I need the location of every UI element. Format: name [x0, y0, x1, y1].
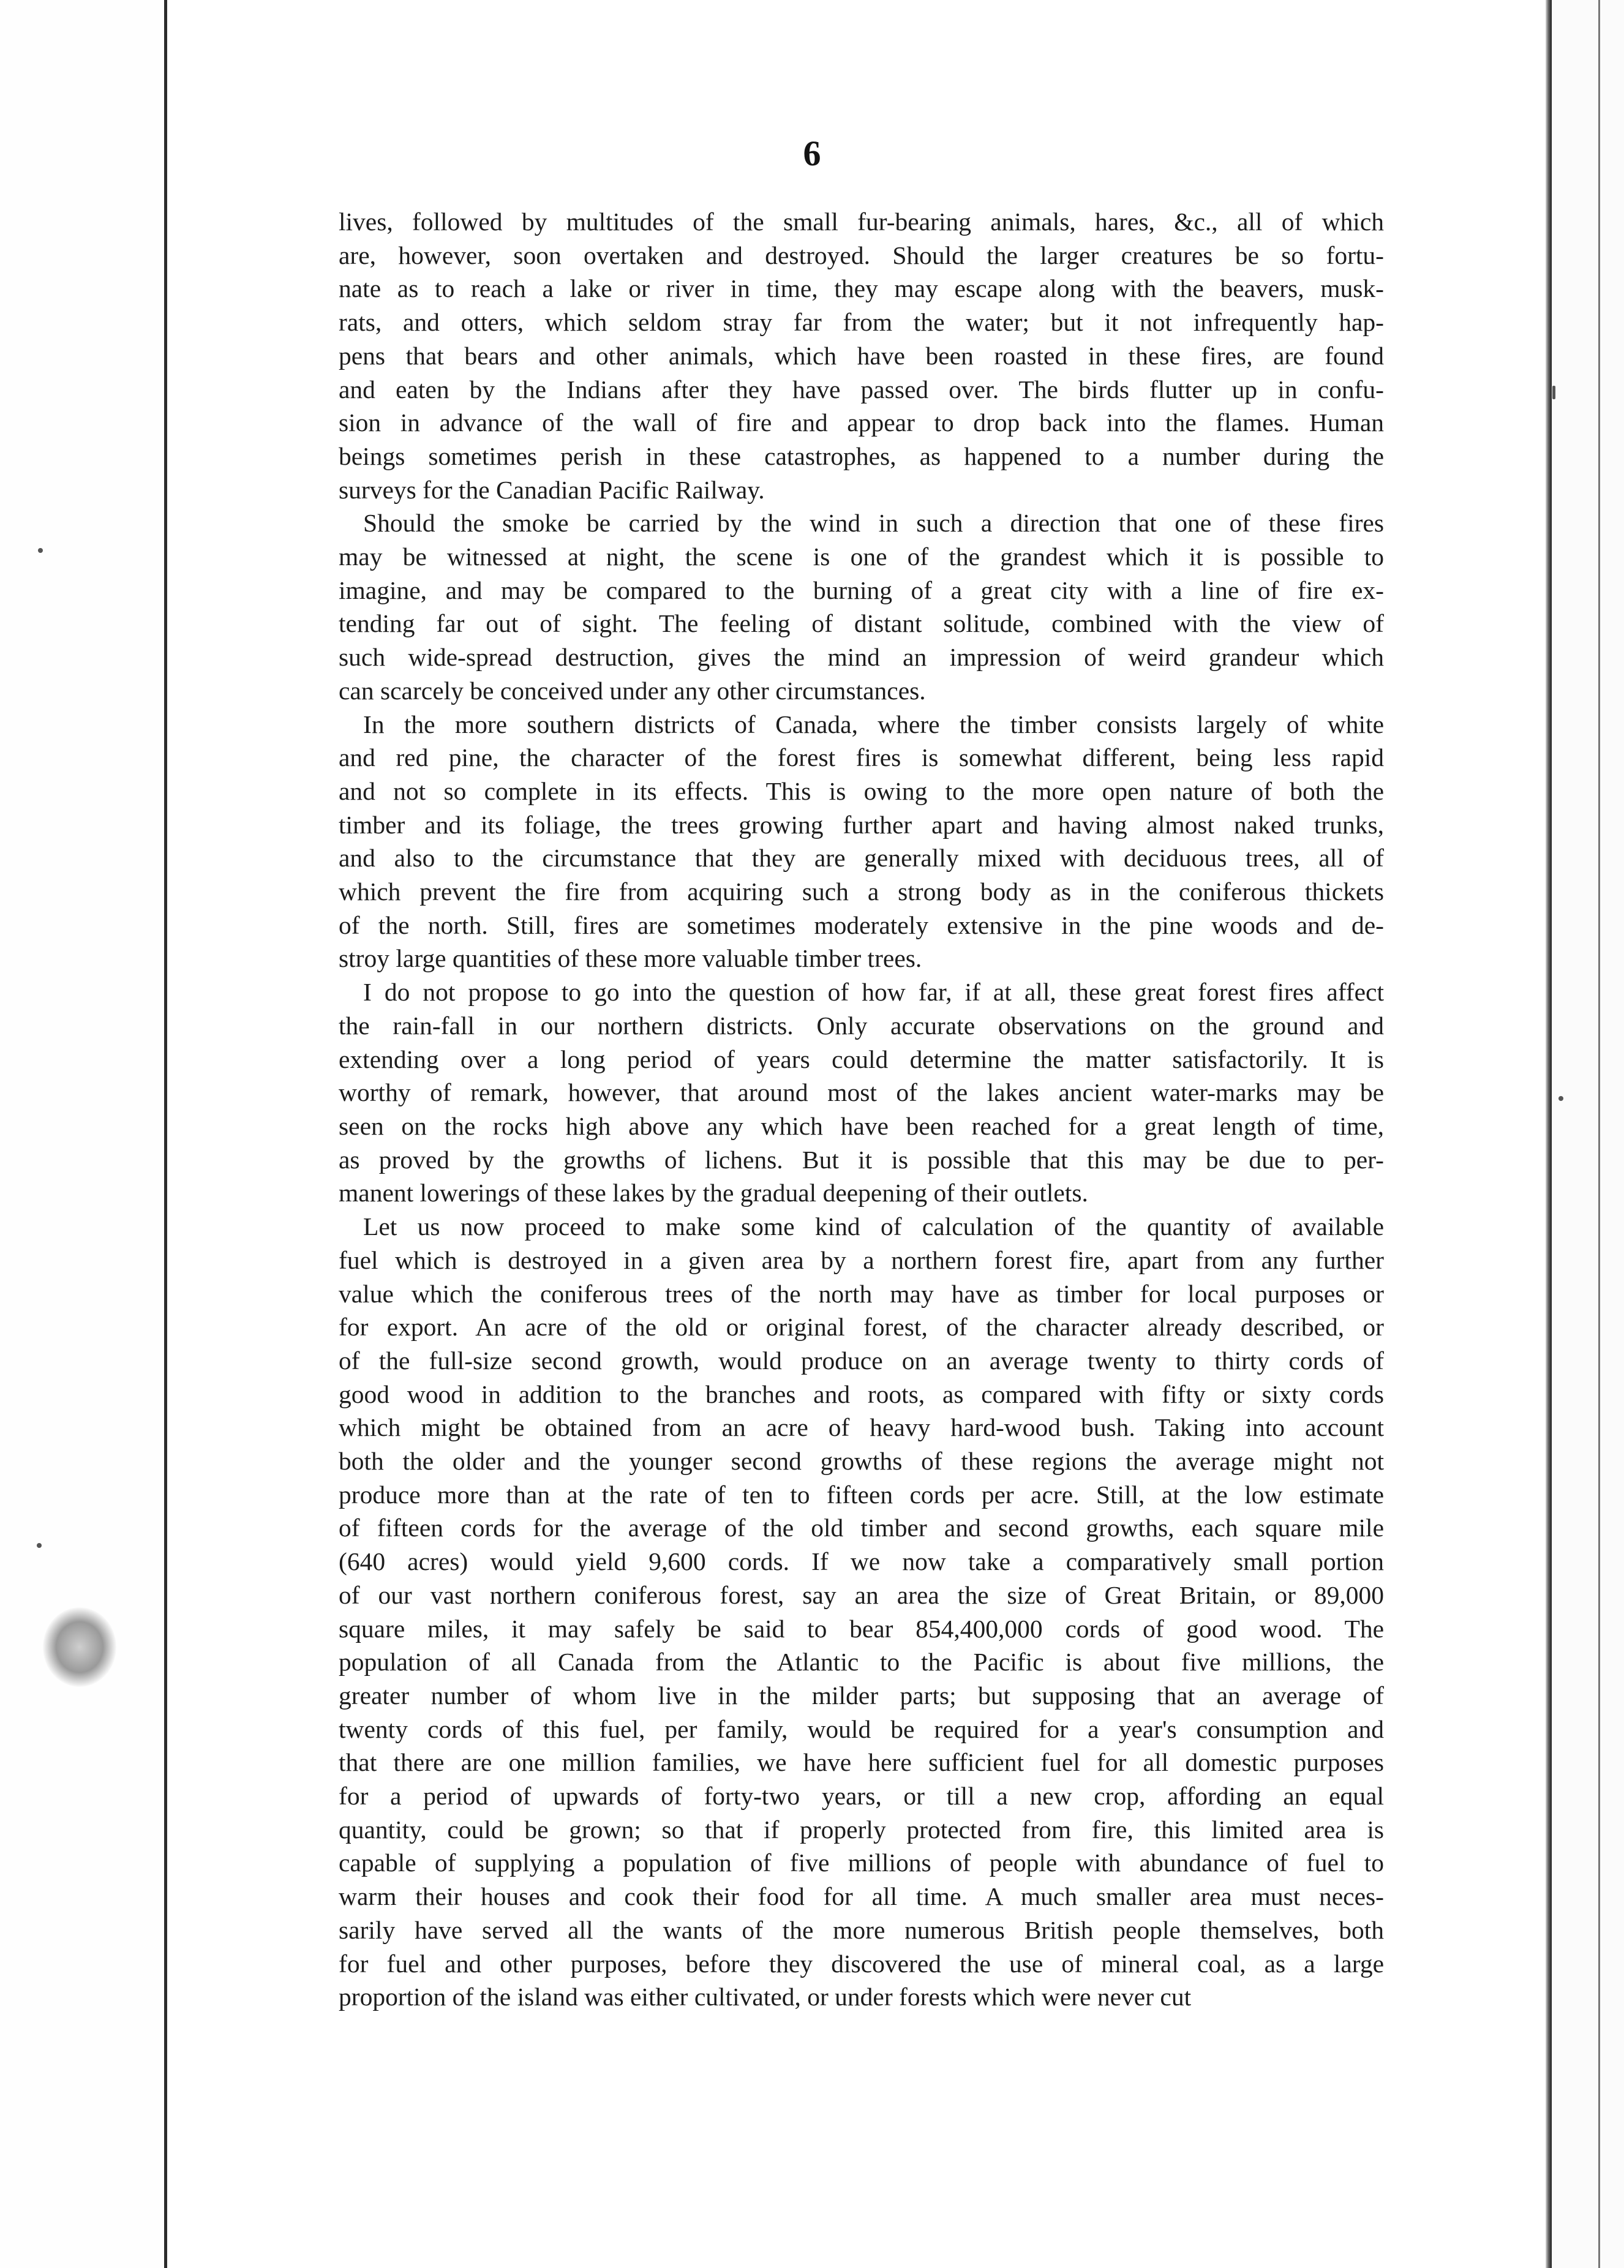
scan-speck — [37, 1543, 42, 1548]
text-line: Should the smoke be carried by the wind in such a direction that one of these fires — [363, 509, 1384, 538]
text-line: nate as to reach a lake or river in time, they may escape along with the beavers, musk- — [339, 274, 1384, 303]
text-line: quantity, could be grown; so that if properly protected from fire, this limited area is — [339, 1815, 1384, 1844]
paragraph — [339, 506, 1384, 707]
text-line: and not so complete in its effects. This is owing to the more open nature of both the — [339, 776, 1384, 805]
scan-right-line — [1598, 0, 1600, 2268]
text-line: good wood in addition to the branches and roots, as compared with fifty or sixty cords — [339, 1380, 1384, 1408]
scan-speck — [1558, 1096, 1563, 1101]
page-right-edge — [1546, 0, 1552, 2268]
body-text — [339, 205, 1384, 2014]
scan-speck — [1552, 386, 1555, 399]
text-line: twenty cords of this fuel, per family, would be required for a year's consumption and — [339, 1714, 1384, 1743]
text-line: surveys for the Canadian Pacific Railway. — [339, 475, 765, 504]
scan-left-margin — [0, 0, 164, 2268]
text-line: In the more southern districts of Canada, where the timber consists largely of white — [363, 710, 1384, 738]
text-line: manent lowerings of these lakes by the gradual deepening of their outlets. — [339, 1179, 1088, 1207]
scan-blot — [43, 1607, 116, 1687]
text-line: for a period of upwards of forty-two years, or till a new crop, affording an equal — [339, 1782, 1384, 1811]
text-line: rats, and otters, which seldom stray far from the water; but it not infrequently hap- — [339, 308, 1384, 337]
page-number: 6 — [803, 133, 821, 173]
text-line: value which the coniferous trees of the north may have as timber for local purposes or — [339, 1279, 1384, 1308]
text-line: warm their houses and cook their food for all time. A much smaller area must neces- — [339, 1882, 1384, 1911]
text-line: I do not propose to go into the question of how far, if at all, these great forest fires affect — [363, 978, 1384, 1007]
text-line: square miles, it may safely be said to bear 854,400,000 cords of good wood. The — [339, 1614, 1384, 1643]
text-line: proportion of the island was either cultivated, or under forests which were never cut — [339, 1983, 1192, 2011]
text-line: worthy of remark, however, that around most of the lakes ancient water-marks may be — [339, 1078, 1384, 1107]
text-line: for fuel and other purposes, before they discovered the use of mineral coal, as a large — [339, 1949, 1384, 1978]
text-line: and also to the circumstance that they are generally mixed with deciduous trees, all of — [339, 844, 1384, 873]
text-line: fuel which is destroyed in a given area by a northern forest fire, apart from any further — [339, 1245, 1384, 1274]
text-line: lives, followed by multitudes of the small fur-bearing animals, hares, &c., all of which — [339, 208, 1384, 236]
text-line: such wide-spread destruction, gives the mind an impression of weird grandeur which — [339, 643, 1384, 672]
page-left-edge — [164, 0, 167, 2268]
text-line: can scarcely be conceived under any other circumstances. — [339, 676, 926, 705]
text-line: are, however, soon overtaken and destroyed. Should the larger creatures be so fortu- — [339, 241, 1384, 269]
text-line: timber and its foliage, the trees growing further apart and having almost naked trunks, — [339, 810, 1384, 839]
paragraph — [339, 708, 1384, 976]
text-line: of the north. Still, fires are sometimes moderately extensive in the pine woods and de- — [339, 911, 1384, 939]
text-line: of fifteen cords for the average of the old timber and second growths, each square mile — [339, 1514, 1384, 1542]
text-line: Let us now proceed to make some kind of calculation of the quantity of available — [363, 1212, 1384, 1241]
scan-speck — [38, 548, 43, 553]
paragraph — [339, 975, 1384, 1210]
paragraph — [339, 205, 1384, 506]
text-line: the rain-fall in our northern districts. Only accurate observations on the ground and — [339, 1011, 1384, 1040]
text-line: stroy large quantities of these more valuable timber trees. — [339, 944, 922, 973]
text-line: which prevent the fire from acquiring such a strong body as in the coniferous thickets — [339, 877, 1384, 906]
text-line: extending over a long period of years could determine the matter satisfactorily. It is — [339, 1045, 1384, 1073]
text-line: sion in advance of the wall of fire and appear to drop back into the flames. Human — [339, 408, 1384, 437]
text-line: seen on the rocks high above any which have been reached for a great length of time, — [339, 1111, 1384, 1140]
text-line: imagine, and may be compared to the burning of a great city with a line of fire ex- — [339, 576, 1384, 604]
text-line: of our vast northern coniferous forest, say an area the size of Great Britain, or 89,000 — [339, 1580, 1384, 1609]
text-line: capable of supplying a population of five millions of people with abundance of fuel to — [339, 1849, 1384, 1877]
text-line: beings sometimes perish in these catastrophes, as happened to a number during the — [339, 441, 1384, 470]
text-line: produce more than at the rate of ten to fifteen cords per acre. Still, at the low estimate — [339, 1480, 1384, 1509]
text-line: that there are one million families, we have here sufficient fuel for all domestic purposes — [339, 1748, 1384, 1777]
text-line: sarily have served all the wants of the more numerous British people themselves, both — [339, 1915, 1384, 1944]
scan-right-margin — [1552, 0, 1624, 2268]
text-line: for export. An acre of the old or original forest, of the character already described, or — [339, 1313, 1384, 1342]
text-line: and eaten by the Indians after they have passed over. The birds flutter up in confu- — [339, 375, 1384, 404]
text-line: greater number of whom live in the milder parts; but supposing that an average of — [339, 1681, 1384, 1710]
text-line: of the full-size second growth, would produce on an average twenty to thirty cords of — [339, 1346, 1384, 1375]
text-line: and red pine, the character of the forest fires is somewhat different, being less rapid — [339, 743, 1384, 772]
text-line: population of all Canada from the Atlantic to the Pacific is about five millions, the — [339, 1648, 1384, 1677]
text-line: pens that bears and other animals, which have been roasted in these fires, are found — [339, 341, 1384, 370]
text-line: which might be obtained from an acre of heavy hard-wood bush. Taking into account — [339, 1413, 1384, 1442]
text-line: (640 acres) would yield 9,600 cords. If we now take a comparatively small portion — [339, 1547, 1384, 1576]
text-line: tending far out of sight. The feeling of distant solitude, combined with the view of — [339, 609, 1384, 638]
text-line: may be witnessed at night, the scene is one of the grandest which it is possible to — [339, 543, 1384, 571]
text-line: as proved by the growths of lichens. But it is possible that this may be due to per- — [339, 1145, 1384, 1174]
text-line: both the older and the younger second growths of these regions the average might not — [339, 1447, 1384, 1476]
paragraph — [339, 1210, 1384, 2014]
